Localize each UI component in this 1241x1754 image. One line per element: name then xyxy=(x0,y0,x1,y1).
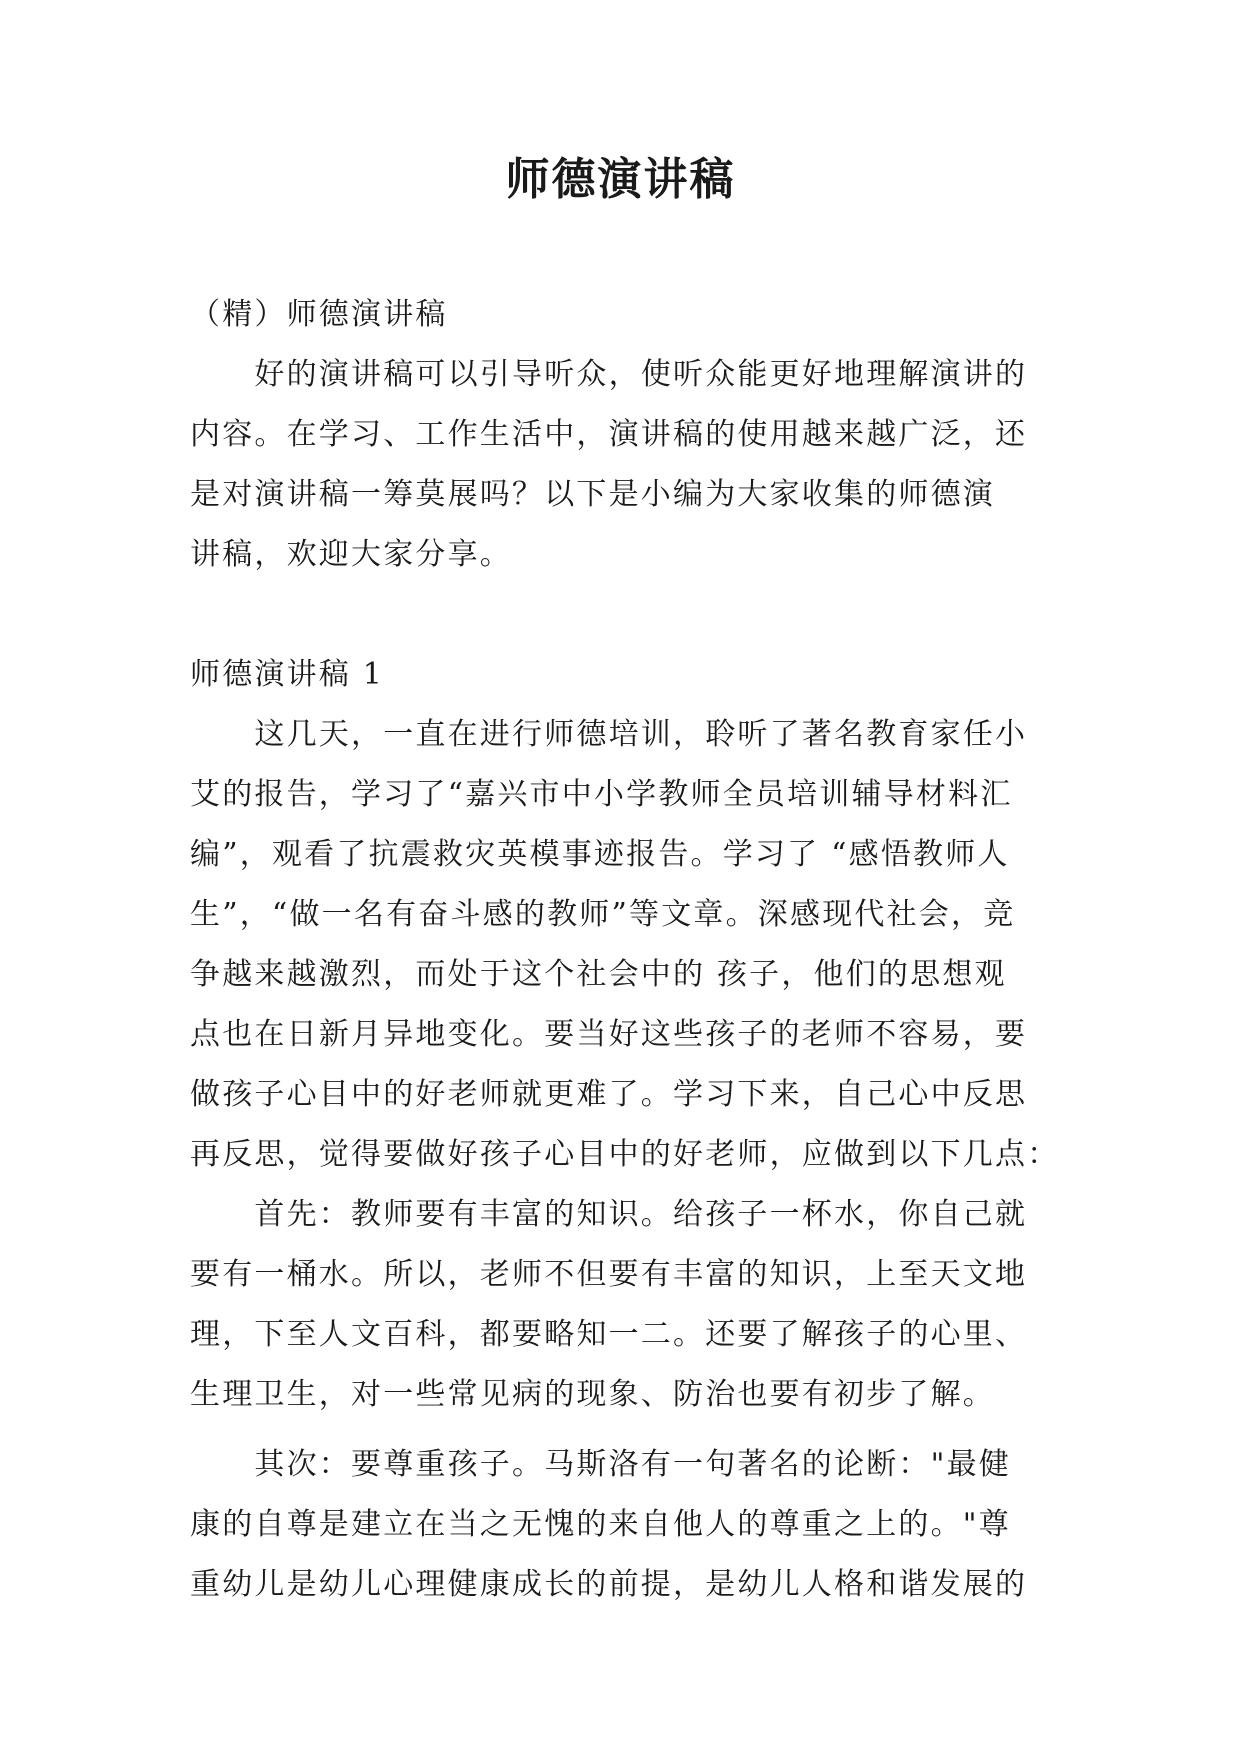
document-title: 师德演讲稿 xyxy=(505,154,736,205)
body-line: 艾的报告，学习了“嘉兴市中小学教师全员培训辅导材料汇 xyxy=(190,777,1013,812)
point-one-line: 要有一桶水。所以，老师不但要有丰富的知识，上至天文地 xyxy=(190,1257,1028,1292)
body-line: 生”，“做一名有奋斗感的教师”等文章。深感现代社会，竞 xyxy=(190,897,1016,932)
body-line: 做孩子心目中的好老师就更难了。学习下来，自己心中反思 xyxy=(190,1077,1028,1112)
intro-line: 是对演讲稿一筹莫展吗？以下是小编为大家收集的师德演 xyxy=(190,477,995,512)
body-line: 再反思，觉得要做好孩子心目中的好老师，应做到以下几点： xyxy=(190,1137,1060,1172)
section-heading: 师德演讲稿 1 xyxy=(190,657,385,692)
body-paragraph xyxy=(190,705,1060,1185)
body-line: 这几天，一直在进行师德培训，聆听了著名教育家任小 xyxy=(190,717,1028,752)
intro-line: 讲稿，欢迎大家分享。 xyxy=(190,537,512,572)
point-two-line: 其次：要尊重孩子。马斯洛有一句著名的论断："最健 xyxy=(190,1447,1011,1482)
body-line: 点也在日新月异地变化。要当好这些孩子的老师不容易，要 xyxy=(190,1017,1028,1052)
body-line: 争越来越激烈，而处于这个社会中的 孩子，他们的思想观 xyxy=(190,957,1007,992)
point-two-line: 重幼儿是幼儿心理健康成长的前提，是幼儿人格和谐发展的 xyxy=(190,1567,1028,1602)
document-body xyxy=(190,285,1060,1615)
point-one-paragraph xyxy=(190,1185,1052,1425)
point-one-line: 理，下至人文百科，都要略知一二。还要了解孩子的心里、 xyxy=(190,1317,1028,1352)
body-line: 编”，观看了抗震救灾英模事迹报告。学习了 “感悟教师人 xyxy=(190,837,1010,872)
point-two-line: 康的自尊是建立在当之无愧的来自他人的尊重之上的。"尊 xyxy=(190,1507,1011,1542)
paragraph-gap xyxy=(190,1425,1052,1435)
point-one-line: 首先：教师要有丰富的知识。给孩子一杯水，你自己就 xyxy=(190,1197,1028,1232)
intro-paragraph xyxy=(190,345,1052,585)
intro-line: 好的演讲稿可以引导听众，使听众能更好地理解演讲的 xyxy=(190,357,1028,392)
point-two-paragraph xyxy=(190,1435,1052,1615)
point-one-line: 生理卫生，对一些常见病的现象、防治也要有初步了解。 xyxy=(190,1377,995,1412)
document-subtitle: （精）师德演讲稿 xyxy=(190,297,448,332)
intro-line: 内容。在学习、工作生活中，演讲稿的使用越来越广泛，还 xyxy=(190,417,1028,452)
paragraph-gap xyxy=(190,585,1052,645)
